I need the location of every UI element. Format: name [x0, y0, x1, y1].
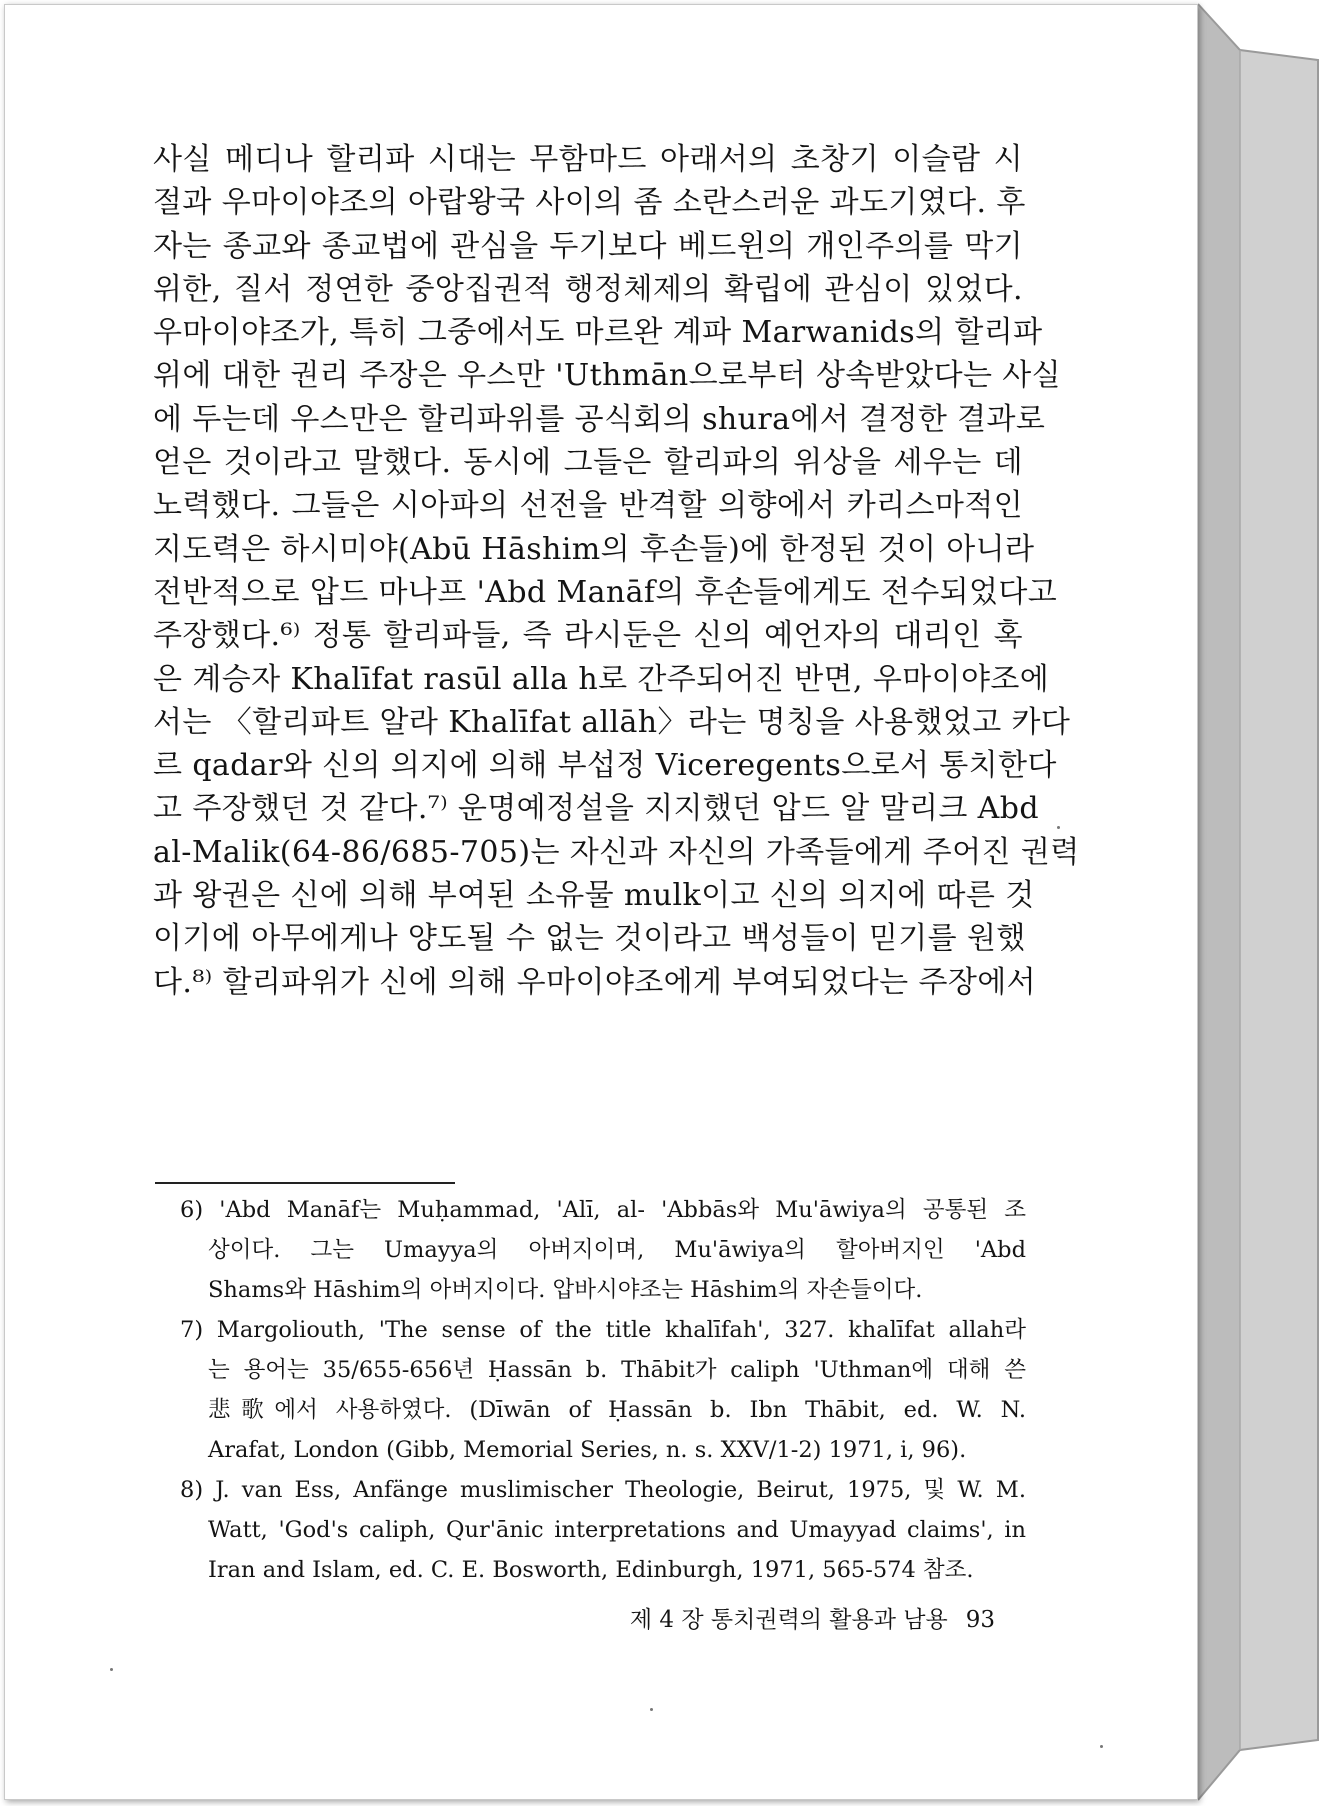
body-line: 다.⁸⁾ 할리파위가 신에 의해 우마이야조에게 부여되었다는 주장에서 [153, 964, 1037, 1000]
body-line: 노력했다. 그들은 시아파의 선전을 반격할 의향에서 카리스마적인 [153, 488, 1023, 524]
scan-speck [1057, 826, 1060, 829]
body-line: 에 두는데 우스만은 할리파위를 공식회의 shura에서 결정한 결과로 [153, 401, 1046, 437]
footnotes [180, 1190, 1026, 1590]
body-line: 은 계승자 Khalīfat rasūl alla h로 간주되어진 반면, 우마이야조에 [153, 661, 1050, 697]
scan-speck [110, 1668, 113, 1671]
body-line: al-Malik(64-86/685-705)는 자신과 자신의 가족들에게 주어진 권력 [153, 834, 1080, 870]
footnote-line: 8) J. van Ess, Anfänge muslimischer Theologie, Beirut, 1975, 및 W. M. [180, 1477, 1026, 1503]
body-line: 사실 메디나 할리파 시대는 무함마드 아래서의 초창기 이슬람 시 [153, 142, 1023, 177]
body-line: 과 왕권은 신에 의해 부여된 소유물 mulk이고 신의 의지에 따른 것 [153, 878, 1035, 914]
footnote-line: 는 용어는 35/655-656년 Ḥassān b. Thābit가 caliph 'Uthman에 대해 쓴 [208, 1357, 1026, 1383]
footnote-line: 悲歌에서 사용하였다. (Dīwān of Ḥassān b. Ibn Thābit, ed. W. N. [208, 1397, 1026, 1423]
footnote-line: 6) 'Abd Manāf는 Muḥammad, 'Alī, al- 'Abbās와 Mu'āwiya의 공통된 조 [180, 1197, 1026, 1223]
footnote-line: Arafat, London (Gibb, Memorial Series, n. s. XXV/1-2) 1971, i, 96). [208, 1437, 967, 1463]
body-line: 르 qadar와 신의 의지에 의해 부섭정 Viceregents으로서 통치한다 [153, 748, 1057, 784]
chapter-title: 제 4 장 통치권력의 활용과 남용 [629, 1607, 948, 1633]
body-line: 주장했다.⁶⁾ 정통 할리파들, 즉 라시둔은 신의 예언자의 대리인 혹 [153, 618, 1023, 654]
body-line: 지도력은 하시미야(Abū Hāshim의 후손들)에 한정된 것이 아니라 [153, 531, 1035, 567]
footnote-line: Watt, 'God's caliph, Qur'ānic interpretations and Umayyad claims', in [208, 1517, 1026, 1543]
scan-speck [1100, 1745, 1103, 1748]
footnote-line: 7) Margoliouth, 'The sense of the title khalīfah', 327. khalīfat allah라 [180, 1317, 1026, 1343]
running-footer [585, 1600, 995, 1640]
body-line: 자는 종교와 종교법에 관심을 두기보다 베드윈의 개인주의를 막기 [153, 228, 1023, 264]
body-line: 절과 우마이야조의 아랍왕국 사이의 좀 소란스러운 과도기였다. 후 [153, 185, 1026, 221]
footnote-line: Shams와 Hāshim의 아버지이다. 압바시야조는 Hāshim의 자손들이다. [208, 1277, 923, 1303]
body-line: 이기에 아무에게나 양도될 수 없는 것이라고 백성들이 믿기를 원했 [153, 921, 1026, 957]
page-number: 93 [965, 1607, 995, 1633]
footnote-divider [155, 1182, 455, 1184]
body-line: 얻은 것이라고 말했다. 동시에 그들은 할리파의 위상을 세우는 데 [153, 445, 1023, 481]
scan-speck [650, 1708, 653, 1711]
body-line: 우마이야조가, 특히 그중에서도 마르완 계파 Marwanids의 할리파 [153, 315, 1043, 351]
body-line: 위한, 질서 정연한 중앙집권적 행정체제의 확립에 관심이 있었다. [153, 271, 1023, 307]
body-text [153, 138, 1080, 1004]
footnote-line: 상이다. 그는 Umayya의 아버지이며, Mu'āwiya의 할아버지인 'Abd [208, 1237, 1026, 1263]
body-line: 서는 〈할리파트 알라 Khalīfat allāh〉라는 명칭을 사용했었고 카다 [153, 704, 1071, 740]
body-line: 전반적으로 압드 마나프 'Abd Manāf의 후손들에게도 전수되었다고 [153, 574, 1058, 610]
body-line: 위에 대한 권리 주장은 우스만 'Uthmān으로부터 상속받았다는 사실 [153, 358, 1062, 394]
body-line: 고 주장했던 것 같다.⁷⁾ 운명예정설을 지지했던 압드 알 말리크 Abd [153, 791, 1039, 827]
footnote-line: Iran and Islam, ed. C. E. Bosworth, Edinburgh, 1971, 565-574 참조. [208, 1557, 974, 1583]
